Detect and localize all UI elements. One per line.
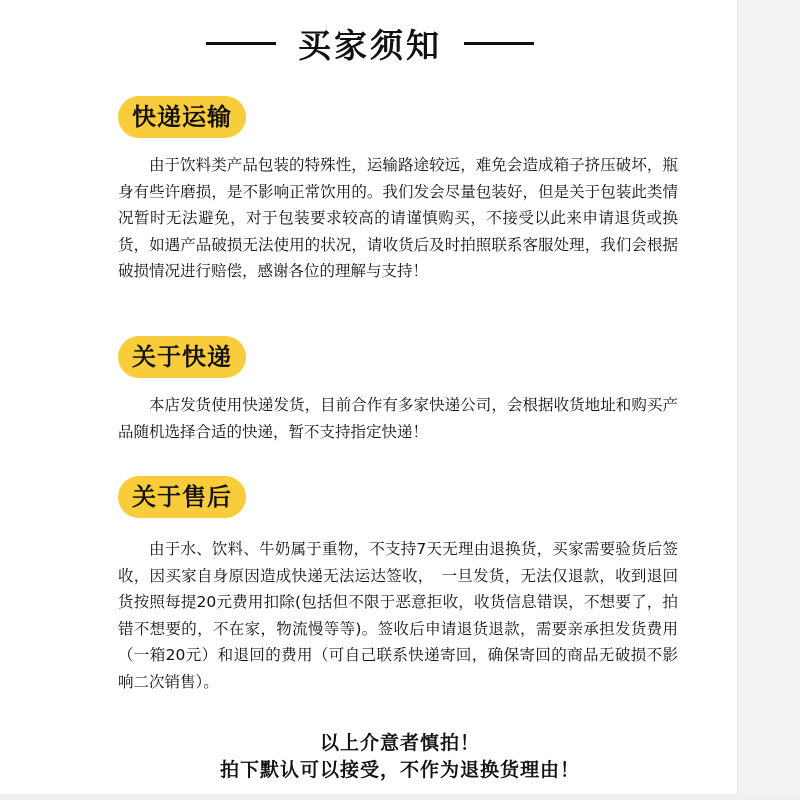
section-heading-badge: 关于售后 xyxy=(118,476,246,518)
section-after-sales xyxy=(118,476,678,695)
page-bottom-edge xyxy=(0,794,800,800)
closing-line-2: 拍下默认可以接受，不作为退换货理由！ xyxy=(219,759,580,781)
section-heading-badge: 关于快递 xyxy=(118,336,246,378)
page-right-edge xyxy=(737,0,800,800)
title-left-dash xyxy=(206,42,276,45)
page-title: 买家须知 xyxy=(298,25,442,65)
section-heading-badge: 快递运输 xyxy=(118,96,246,138)
section-body-text: 本店发货使用快递发货，目前合作有多家快递公司，会根据收货地址和购买产品随机选择合适的快递，暂不支持指定快递！ xyxy=(118,396,678,441)
title-right-dash xyxy=(464,42,534,45)
section-shipping xyxy=(118,96,678,285)
title-row xyxy=(0,18,740,68)
closing-line-1: 以上介意者慎拍！ xyxy=(319,732,480,754)
section-body-text: 由于饮料类产品包装的特殊性，运输路途较远，难免会造成箱子挤压破坏，瓶身有些许磨损，是不影响正常饮用的。我们发会尽量包装好，但是关于包装此类情况暂时无法避免，对于包装要求较高的请谨慎购买，不接受以此来申请退货或换货，如遇产品破损无法使用的状况，请收货后及时拍照联系客服处理，我们会根据破损情况进行赔偿，感谢各位的理解与支持！ xyxy=(118,156,678,280)
closing-notice xyxy=(0,730,800,784)
section-courier xyxy=(118,336,678,445)
section-body-text: 由于水、饮料、牛奶属于重物，不支持7天无理由退换货，买家需要验货后签收，因买家自身原因造成快递无法运达签收， 一旦发货，无法仅退款，收到退回货按照每提20元费用扣除(包括但不限于恶意拒收，收货信息错误，不想要了，拍错不想要的，不在家，物流慢等等)。签收后申请退货退款，需要亲承担发货费用（一箱20元）和退回的费用（可自己联系快递寄回，确保寄回的商品无破损不影响二次销售）。 xyxy=(118,540,678,691)
